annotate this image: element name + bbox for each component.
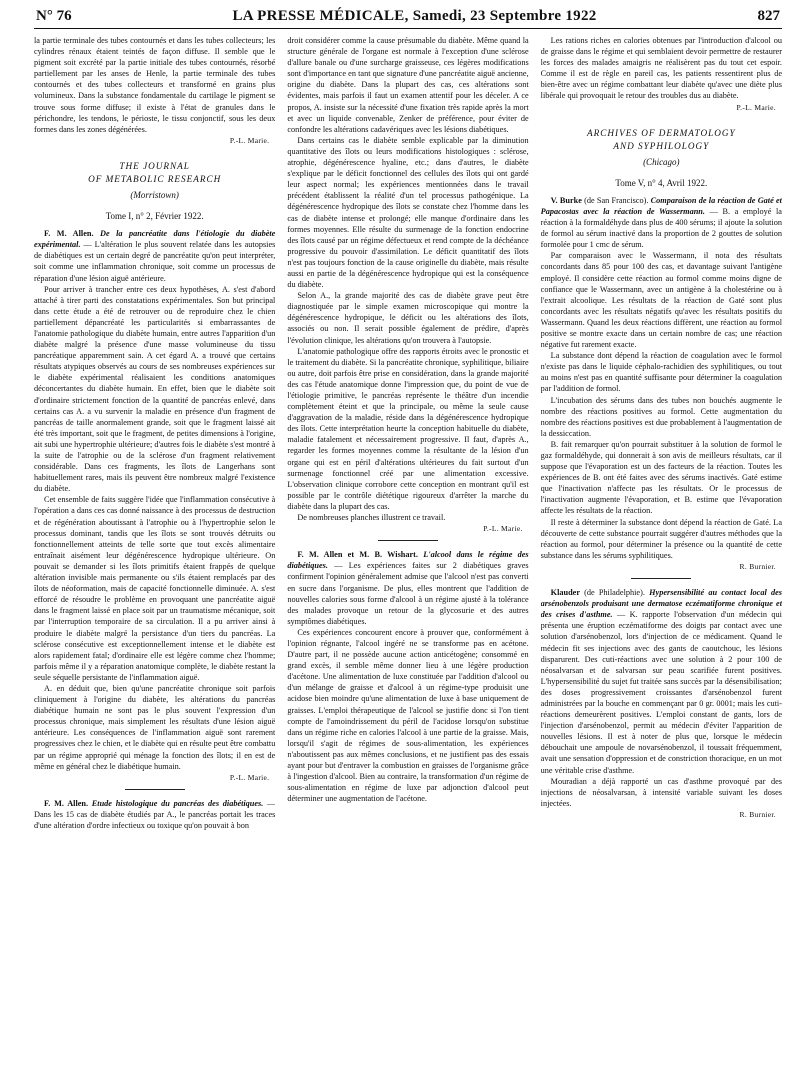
signature: P.-L. Marie. bbox=[229, 135, 270, 145]
text-columns bbox=[34, 35, 782, 1065]
paragraph: Selon A., la grande majorité des cas de diabète grave peut être diagnostiquée par le simple examen microscopique qui montre la dégénérescence hydropique, le déficit ou les altérations des îlots, associés ou non. Il serait possible également de prédire, d'après l'évolution clinique, les altérations qu'on trouvera à l'autopsie. bbox=[287, 291, 529, 345]
paragraph: Mouradian a déjà rapporté un cas d'asthme provoqué par des injections de néosalvarsan, à intensité variable suivant les doses injectées. bbox=[540, 776, 782, 808]
paragraph: droit considérer comme la cause présumable du diabète. Même quand la structure générale de l'organe est normale à l'exception d'une sclérose d'allure banale ou d'une surcharge graisseuse, ces légères modifications sont d'importance en tant que signature d'une pancréatite aiguë ancienne, origine du diabète. Dans la plupart des cas, ces altérations sont évidentes, mais parfois il faut un examen attentif pour les déceler. A ce propos, A. insiste sur la nécessité d'une fixation très rapide après la mort et avec un liquide convenable, Zenker de préférence, pour éviter de confondre les altérations cadavériques avec les lésions diabétiques. bbox=[287, 36, 529, 134]
article-author: F. M. Allen. bbox=[44, 229, 100, 239]
article-paragraph bbox=[541, 195, 782, 250]
article-author-place: (de San Francisco). bbox=[584, 195, 651, 205]
divider bbox=[631, 578, 691, 579]
paragraph: Ces expériences concourent encore à prouver que, conformément à l'opinion régnante, l'alcool ingéré ne se transforme pas en acétone. D'autre part, il ne possède aucune action anticétogène; consommé en grand excès, il semble même donner lieu à une légère production d'acétone. Une alimentation de luxe constituée par l'addition d'alcool ou d'un mélange de graisse et d'alcool à un régime-type produisit une acidose bien moindre qu'une alimentation de luxe à base uniquement de graisses. L'emploi thérapeutique de l'alcool se justifie donc si l'on tient compte de l'amoindrissement du péril de l'acidose lorsqu'on substitue dans un régime riche en calories l'alcool à une partie de la graisse. Mais, lorsqu'il s'agit de régimes de sous-alimentation, les expériences n'aboutissent pas aux mêmes conclusions, et ne justifient pas des essais ayant pour but d'entraver la combustion en graisses de l'organisme grâce à l'ingestion d'alcool. Bien au contraire, la transformation d'un régime de sous-alimentation en régime de luxe par adjonction d'alcool peut déterminer une augmentation de l'acétone. bbox=[287, 627, 529, 804]
article-author: F. M. Allen et M. B. Wishart. bbox=[297, 550, 424, 560]
page-number: 827 bbox=[757, 8, 780, 24]
journal-issue: Tome V, n° 4, Avril 1922. bbox=[615, 177, 708, 188]
article-author: Klauder bbox=[550, 588, 585, 598]
journal-title-line: OF METABOLIC RESEARCH bbox=[88, 173, 222, 184]
paragraph: De nombreuses planches illustrent ce travail. bbox=[297, 513, 446, 523]
journal-city: (Morristown) bbox=[130, 189, 179, 200]
article-title: De la pancréatite dans l'étiologie du diabète expérimental. bbox=[34, 229, 276, 250]
article-author: F. M. Allen. bbox=[44, 798, 92, 808]
article-author-place: (de Philadelphie). bbox=[584, 588, 650, 598]
journal-city: (Chicago) bbox=[643, 156, 680, 167]
article-paragraph bbox=[34, 798, 275, 831]
journal-title bbox=[541, 127, 782, 153]
article-text: — Dans les 15 cas de diabète étudiés par A., le pancréas portait les traces d'une altération d'ordre infectieux ou toxique qu'on pouvait à bon bbox=[34, 798, 276, 830]
paragraph: La substance dont dépend la réaction de coagulation avec le formol n'existe pas dans le liquide céphalo-rachidien des syphilitiques, ou tout au moins n'est pas en quantité suffisante pour déterminer la coagulation par l'addition de formol. bbox=[540, 351, 782, 394]
journal-issue: Tome I, n° 2, Février 1922. bbox=[105, 211, 204, 222]
publication-name: LA PRESSE MÉDICALE, bbox=[232, 8, 413, 24]
publication-date: Samedi, 23 Septembre 1922 bbox=[412, 8, 597, 24]
issue-number: N° 76 bbox=[36, 8, 72, 24]
signature: R. Burnier. bbox=[739, 561, 776, 571]
article-text: — L'altération le plus souvent relatée dans les autopsies de diabétiques est un certain degré de pancréatite qu'on peut interpréter, soit comme une inflammation chronique, soit comme un processus de réparation d'une lésion aiguë antérieure. bbox=[34, 240, 276, 283]
signature: P.-L. Marie. bbox=[483, 524, 523, 534]
article-paragraph bbox=[541, 587, 782, 776]
divider bbox=[378, 540, 438, 541]
signature: R. Burnier. bbox=[739, 809, 776, 819]
paragraph: la partie terminale des tubes contournés et dans les tubes collecteurs; les cylindres rénaux étaient teintés de façon diffuse. Il semble que le pigment soit excrété par la partie initiale des tubes contournés, résorbé partiellement par les anses de Henle, la partie terminale des tubes contournés et des tubes collecteurs et transformé en grains plus volumineux. Dans la substance fondamentale du cartilage le pigment se trouve sous forme diffuse; il existe à l'état de granules dans le périchondre, les tendons, le périoste, le tissu conjonctif, sous les deux formes dans les zones dégénérées. bbox=[34, 36, 276, 134]
column-3 bbox=[541, 35, 782, 1065]
signature: P.-L. Marie. bbox=[229, 772, 270, 782]
article-text: — Les expériences faites sur 2 diabétiques graves confirment l'opinion généralement admise que l'alcool n'est pas converti en sucre dans l'organisme. De plus, elles montrent que l'addition de nouvelles calories sous forme d'alcool à un régime ajusté à la tolérance des malades provoque un retour de la glycosurie et des autres symptômes diabétiques. bbox=[287, 561, 529, 626]
paragraph: L'incubation des sérums dans des tubes non bouchés augmente le nombre des réactions positives au formol. Cette augmentation du nombre des réactions positives est due probablement à l'augmentation de la dessiccation. bbox=[540, 395, 782, 438]
paragraph: A. en déduit que, bien qu'une pancréatite chronique soit parfois cliniquement à l'origine du diabète, les altérations du pancréas diabétique humain ne sont pas le plus souvent l'expression d'un processus chronique, mais simplement les résultats d'une lésion aiguë antérieure. Les conséquences de l'inflammation aiguë sont rarement progressives chez le chien, et le diabète qui en résulte peut être combattu par un régime approprié qui ménage la fonction des îlots; il en est de même en général chez le diabétique humain. bbox=[34, 683, 276, 771]
signature: P.-L. Marie. bbox=[736, 102, 776, 112]
paragraph: Les rations riches en calories obtenues par l'introduction d'alcool ou de graisse dans le régime et qui semblaient devoir permettre de restaurer les forces des malades amaigris ne réalisèrent pas du tout cet espoir. Comme il est de règle en pareil cas, les patients ressentirent plus de bien-être avec un régime combattant leur diabète qu'avec une diète plus libérale qui provoquait le retour des troubles dus au diabète. bbox=[540, 36, 782, 101]
page-header bbox=[34, 8, 782, 29]
article-title: Etude histologique du pancréas des diabétiques. bbox=[91, 798, 264, 808]
article-paragraph bbox=[34, 228, 275, 283]
article-paragraph bbox=[287, 549, 528, 627]
paragraph: Pour arriver à trancher entre ces deux hypothèses, A. s'est d'abord attaché à tirer parti des constatations expérimentales. Son but principal dans cette étude a été de retrouver ou de reproduire chez le chien partiellement dépancréaté les particularités si embarrassantes de l'anatomie pathologique du diabète humain, entre autres l'apparition d'un diabète malgré la présence d'une masse volumineuse du tissu pancréatique apparemment sain. A cet égard A. a trouvé que certains résultats atypiques observés au cours de ses nombreuses expériences sur le diabète expérimental réalisaient les conditions anatomiques déconcertantes du diabète humain. En effet, bien que le diabète soit d'ordinaire strictement fonction de la quantité de pancréas enlevé, dans certains cas A. a vu survenir la maladie en présence d'un fragment de pancréas de taille anormalement grande, soit que le fragment laissé ait été très important, soit que le fragment, de petites dimensions à l'origine, ait subi une hypertrophie ultérieure; d'autres fois le diabète s'est montré à la suite de l'atrophie ou de la sclérose d'un fragment relativement considérable. Dans ces fragments, les îlots de Langerhans sont habituellement rares, mais ils peuvent être nombreux malgré l'existence du diabète. bbox=[34, 284, 276, 494]
article-title: L'alcool dans le régime des diabétiques. bbox=[287, 550, 529, 571]
paragraph: L'anatomie pathologique offre des rapports étroits avec le pronostic et le traitement du diabète. Si la pancréatite chronique, syphilitique, biliaire ou autre, doit parfois être prise en considération, dans la grande majorité des cas l'étude anatomique donne l'impression que, du point de vue de l'étiologie primitive, le pancréas représente le théâtre d'un incendie complètement éteint et que la principale, ou même la seule cause d'aggravation de la maladie, réside dans la dégénérescence hydropique des îlots. Cette interprétation heurte la conception habituelle du diabète, maladie fatalement et nécessairement progressive. Il faut, d'après A., regarder les formes moyennes comme la résultante de la lésion d'un organe qui est en péril d'altérations ultérieures du fait surtout d'un surmenage fonctionnel créé par une alimentation excessive. L'observation clinique corrobore cette conception en montrant qu'il est possible par le contrôle diététique rigoureux d'arrêter la marche du diabète dans la plupart des cas. bbox=[287, 346, 529, 511]
paragraph: Il reste à déterminer la substance dont dépend la réaction de Gaté. La découverte de cette substance pourrait suggérer d'autres méthodes que la réaction au formol, pour déterminer la présence ou la quantité de cette substance dans les sérums syphilitiques. bbox=[540, 517, 782, 560]
paragraph: B. fait remarquer qu'on pourrait substituer à la solution de formol le gaz formaldéhyde, qui donnerait à son avis de meilleurs résultats, car il suppose que l'évaporation est un des facteurs de la réaction. Toutes les expériences de B. ont été faites avec des sérums inactivés. Gaté estime que l'inactivation n'affecte pas les résultats. Or le processus de l'inactivation augmente l'évaporation, et B. estime que l'évaporation affecte les résultats de la réaction. bbox=[540, 439, 782, 516]
divider bbox=[125, 789, 185, 790]
article-author: V. Burke bbox=[550, 195, 585, 205]
paragraph: Dans certains cas le diabète semble explicable par la diminution quantitative des îlots ou leurs modifications histologiques : sclérose, atrophie, dégénérescence hyaline, etc.; dans d'autres, le diabète s'explique par le déficit fonctionnel des cellules des îlots qui ont gardé leur aspect normal; les expériences mentionnées dans le travail précédent établissent la réalité d'un tel processus pathogénique. La dégénérescence hydropique des îlots se constate chez l'homme dans les cas de diabète intense et prolongé; elle manque d'ordinaire dans les formes moyennes. Elle résulte du surmenage de la fonction endocrine des îlots causé par un régime défectueux et rend compte de la déchéance progressive du pouvoir d'assimilation. Le déficit quantitatif des îlots n'est pas toujours fonction de la cause originelle du diabète, mais résulte aussi en partie de la dégénérescence hydropique qui est la conséquence du diabète. bbox=[287, 135, 529, 290]
article-text: — B. a employé la réaction à la formaldéhyde dans plus de 400 sérums; il ajoute la solution de formol au sérum inactivé dans la proportion de 2 gouttes de solution formolée pour 1 cmc de sérum. bbox=[540, 206, 782, 250]
column-2 bbox=[287, 35, 528, 1065]
article-text: — K. rapporte l'observation d'un médecin qui présenta une éruption eczématiforme des doigts par contact avec une solution d'arsénobenzol, lors d'injection de ce médicament. Quand le médecin fit ses injections avec des gants de caoutchouc, les lésions disparurent. Des cuti-réactions avec une solution à 2 pour 100 de néosalvarsan et de salvarsan sur peau scarifiée furent positives. L'hypersensibilité du sujet fut traitée sans succès par la désensibilisation; des doses progressivement croissantes d'arsénobenzol furent administrées par la bouche en commençant par 0 gr. 0001; mais les cuti-réactions demeurèrent positives. L'emploi constant de gants, lors de l'injection d'arsénobenzol, permit au médecin d'éviter l'apparition de nouvelles lésions. Il est à noter de plus que, lorsque le médecin débouchait une ampoule de novarsénobenzol, il toussait fréquemment, avait une sensation d'oppression et de constriction thoracique, en un mot une véritable crise d'asthme. bbox=[540, 610, 782, 775]
publication-title bbox=[232, 8, 596, 25]
journal-title-line: AND SYPHILOLOGY bbox=[613, 140, 710, 151]
paragraph: Par comparaison avec le Wassermann, il nota des résultats concordants dans 85 pour 100 des cas, et davantage suivant l'antigène employé. Il considère cette réaction au formol comme moins digne de confiance que le Wassermann, avec un antigène à la cholestérine ou à l'extrait alcoolique. Les résultats de la réaction de Gaté sont plus concordants avec les résultats négatifs qu'avec les résultats positifs du Wassermann. Quand les deux réactions diffèrent, une réaction au formol positive se montre exacte dans un certain nombre de cas; une réaction négative fut rarement exacte. bbox=[540, 251, 782, 350]
journal-title-line: ARCHIVES OF DERMATOLOGY bbox=[587, 127, 736, 138]
paragraph: Cet ensemble de faits suggère l'idée que l'inflammation consécutive à l'opération a dans ces cas donné naissance à des processus de destruction et de régénération aboutissant à l'atrophie ou à l'hypertrophie selon le processus dominant, tandis que les îlots se sont trouvés détruits ou fonctionnellement atteints de telle sorte que tout excès alimentaire entraînait aisément leur dégénérescence hydropique ultérieure. On pouvait se demander si les îlots primitifs étaient frappés de quelque altération invisible mais permanente ou s'ils étaient remplacés par des îlots de néoformation, mais de capacité fonctionnelle diminuée. A. s'est efforcé de résoudre le problème en provoquant une pancréatite aiguë dans le fragment laissé en place soit par un traumatisme mécanique, soit par l'interruption temporaire de sa circulation. Il a pu arriver ainsi à produire le diabète malgré la persistance d'un tiers du pancréas. La sclérose consécutive est exceptionnellement intense et le diabète est alors rapidement fatal; d'ordinaire elle est légère comme chez l'homme; parfois même il y a réparation anatomique complète, le diabète restant la seule séquelle persistante de l'inflammation aiguë. bbox=[34, 495, 276, 682]
journal-title bbox=[34, 160, 275, 186]
journal-title-line: THE JOURNAL bbox=[119, 160, 190, 171]
column-1 bbox=[34, 35, 275, 1065]
article-title: Comparaison de la réaction de Gaté et Papacostas avec la réaction de Wassermann. bbox=[540, 195, 782, 216]
article-title: Hypersensibilité au contact local des arsénobenzols produisant une dermatose eczématiforme chronique et des crises d'asthme. bbox=[540, 588, 782, 620]
